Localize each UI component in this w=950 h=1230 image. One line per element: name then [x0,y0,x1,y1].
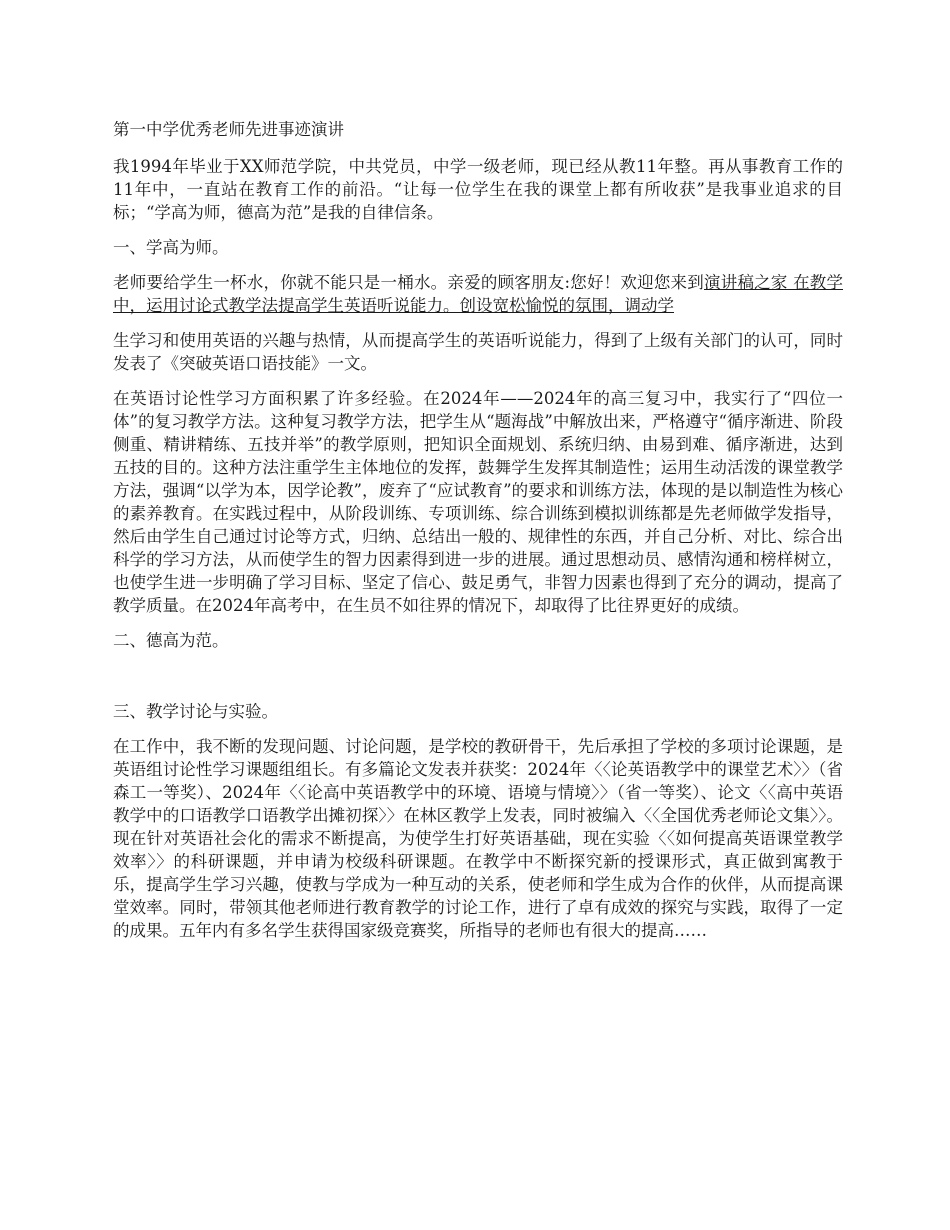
section1-paragraph-1-text: 老师要给学生一杯水，你就不能只是一桶水。亲爱的顾客朋友:您好！欢迎您来到 [113,273,704,292]
document-page [113,118,843,954]
section1-paragraph-3: 在英语讨论性学习方面积累了许多经验。在2024年——2024年的高三复习中，我实行了“四位一体”的复习教学方法。这种复习教学方法，把学生从“题海战”中解放出来，严格遵守“循序渐进、阶段侧重、精讲精练、五技并举”的教学原则，把知识全面规划、系统归纳、由易到难、循序渐进，达到五技的目的。这种方法注重学生主体地位的发挥，鼓舞学生发挥其制造性；运用生动活泼的课堂教学方法，强调“以学为本，因学论教”，废弃了“应试教育”的要求和训练方法，体现的是以制造性为核心的素养教育。在实践过程中，从阶段训练、专项训练、综合训练到模拟训练都是先老师做学发指导，然后由学生自己通过讨论等方式，归纳、总结出一般的、规律性的东西，并自己分析、对比、综合出科学的学习方法，从而使学生的智力因素得到进一步的进展。通过思想动员、感情沟通和榜样树立，也使学生进一步明确了学习目标、坚定了信心、鼓足勇气，非智力因素也得到了充分的调动，提高了教学质量。在2024年高考中，在生员不如往界的情况下，却取得了比往界更好的成绩。 [113,389,843,615]
section-heading-2: 二、德高为范。 [113,631,229,650]
section3-paragraph-1: 在工作中，我不断的发现问题、讨论问题，是学校的教研骨干，先后承担了学校的多项讨论课题，是英语组讨论性学习课题组组长。有多篇论文发表并获奖：2024年〈〈论英语教学中的课堂艺术〉〉（省森工一等奖）、2024年〈〈论高中英语教学中的环境、语境与情境〉〉（省一等奖）、论文〈〈高中英语教学中的口语教学口语教学出摊初探〉〉在林区教学上发表，同时被编入〈〈全国优秀老师论文集〉〉。现在针对英语社会化的需求不断提高，为使学生打好英语基础，现在实验〈〈如何提高英语课堂教学效率〉〉的科研课题，并申请为校级科研课题。在教学中不断探究新的授课形式，真正做到寓教于乐，提高学生学习兴趣，使教与学成为一种互动的关系，使老师和学生成为合作的伙伴，从而提高课堂效率。同时，带领其他老师进行教育教学的讨论工作，进行了卓有成效的探究与实践，取得了一定的成果。五年内有多名学生获得国家级竞赛奖，所指导的老师也有很大的提高…… [113,737,843,940]
section-heading-3: 三、教学讨论与实验。 [113,702,278,721]
section-heading-1: 一、学高为师。 [113,238,229,257]
section1-paragraph-1 [113,271,843,317]
section1-paragraph-2: 生学习和使用英语的兴趣与热情，从而提高学生的英语听说能力，得到了上级有关部门的认可，同时发表了《突破英语口语技能》一文。 [113,331,843,373]
site-link[interactable]: 演讲稿之家 在教学中，运用讨论式教学法提高学生英语听说能力。创设宽松愉悦的氛围，调动学 [113,273,844,315]
document-title: 第一中学优秀老师先进事迹演讲 [113,120,344,139]
intro-paragraph: 我1994年毕业于XX师范学院，中共党员，中学一级老师，现已经从教11年整。再从事教育工作的11年中，一直站在教育工作的前沿。“让每一位学生在我的课堂上都有所收获”是我事业追求的目标；“学高为师，德高为范”是我的自律信条。 [113,157,843,222]
